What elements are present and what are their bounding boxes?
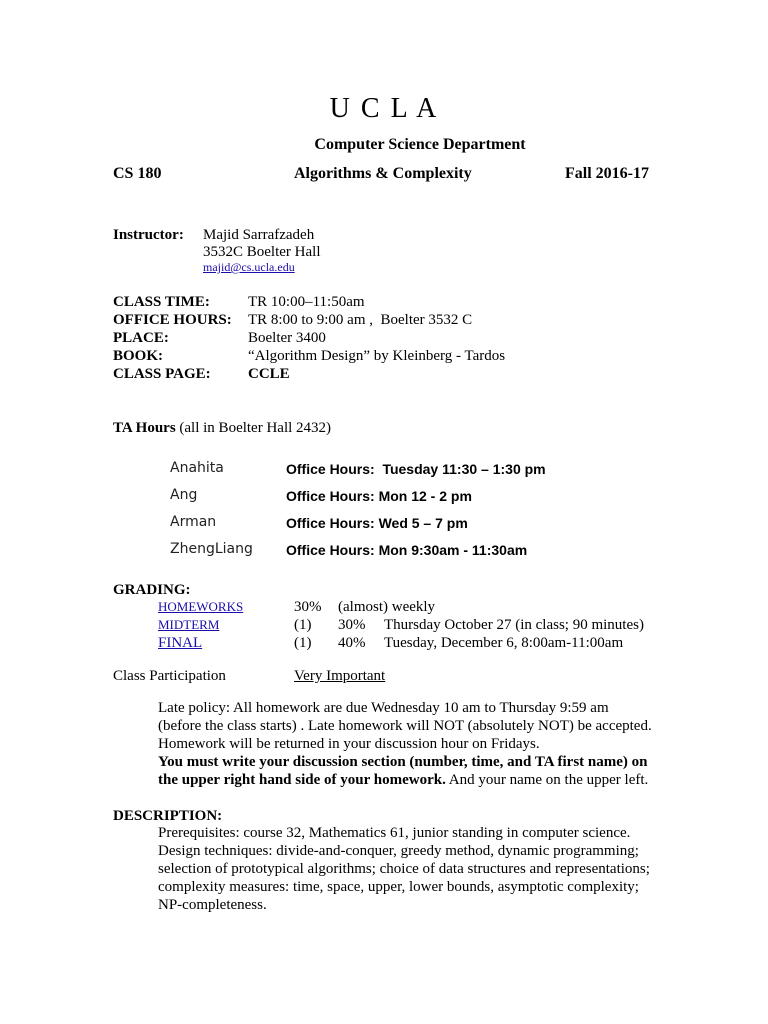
grading-final-link[interactable]: FINAL: [158, 635, 203, 651]
late-policy-line-4: You must write your discussion section (number, time, and TA first name) on: [158, 754, 648, 770]
university-title: U C L A: [329, 93, 439, 124]
office-hours-value: TR 8:00 to 9:00 am , Boelter 3532 C: [248, 312, 473, 328]
grading-midterm-count: (1): [294, 617, 312, 633]
description-line-3: selection of prototypical algorithms; choice of data structures and representations;: [158, 861, 650, 877]
ta-hours-label: TA Hours: [113, 420, 176, 436]
late-policy-line-3: Homework will be returned in your discussion hour on Fridays.: [158, 736, 540, 752]
ta-hours-zhengliang: Office Hours: Mon 9:30am - 11:30am: [286, 542, 528, 558]
ta-name-zhengliang: ZhengLiang: [170, 541, 253, 557]
course-title: Algorithms & Complexity: [294, 165, 472, 182]
ta-hours-ang: Office Hours: Mon 12 - 2 pm: [286, 488, 472, 504]
late-policy-line-2: (before the class starts) . Late homework will NOT (absolutely NOT) be accepted.: [158, 718, 652, 734]
place-value: Boelter 3400: [248, 330, 326, 346]
description-label: DESCRIPTION:: [113, 808, 223, 824]
participation-value: Very Important: [294, 668, 386, 684]
late-policy-line-5-bold: the upper right hand side of your homework.: [158, 772, 446, 788]
grading-final-percent: 40%: [338, 635, 366, 651]
description-line-5: NP-completeness.: [158, 897, 267, 913]
class-time-label: CLASS TIME:: [113, 294, 210, 310]
ta-name-ang: Ang: [170, 487, 198, 503]
book-label: BOOK:: [113, 348, 164, 364]
grading-label: GRADING:: [113, 582, 191, 598]
grading-homeworks-percent: 30%: [294, 599, 322, 615]
instructor-name: Majid Sarrafzadeh: [203, 227, 315, 243]
description-line-1: Prerequisites: course 32, Mathematics 61, junior standing in computer science.: [158, 825, 631, 841]
grading-midterm-detail: Thursday October 27 (in class; 90 minutes): [384, 617, 644, 633]
grading-homeworks-link[interactable]: HOMEWORKS: [158, 599, 244, 614]
grading-final-detail: Tuesday, December 6, 8:00am-11:00am: [384, 635, 624, 651]
ta-hours-note: (all in Boelter Hall 2432): [179, 420, 332, 436]
ta-hours-heading: [113, 419, 331, 437]
instructor-label: Instructor:: [113, 227, 184, 243]
department-title: Computer Science Department: [314, 136, 526, 153]
ta-hours-arman: Office Hours: Wed 5 – 7 pm: [286, 515, 468, 531]
grading-final-count: (1): [294, 635, 312, 651]
grading-midterm-percent: 30%: [338, 617, 366, 633]
class-page-value: CCLE: [248, 366, 290, 382]
instructor-office: 3532C Boelter Hall: [203, 244, 321, 260]
description-line-2: Design techniques: divide-and-conquer, greedy method, dynamic programming;: [158, 843, 639, 859]
book-value: “Algorithm Design” by Kleinberg - Tardos: [248, 348, 506, 364]
ta-name-anahita: Anahita: [170, 460, 224, 476]
office-hours-label: OFFICE HOURS:: [113, 312, 232, 328]
place-label: PLACE:: [113, 330, 169, 346]
class-time-value: TR 10:00–11:50am: [248, 294, 365, 310]
ta-name-arman: Arman: [170, 514, 217, 530]
participation-label: Class Participation: [113, 668, 226, 684]
late-policy-line-5: [158, 771, 648, 789]
late-policy-line-5-rest: And your name on the upper left.: [445, 772, 649, 788]
ta-hours-anahita: Office Hours: Tuesday 11:30 – 1:30 pm: [286, 461, 546, 477]
course-code: CS 180: [113, 165, 162, 182]
description-line-4: complexity measures: time, space, upper, lower bounds, asymptotic complexity;: [158, 879, 639, 895]
class-page-label: CLASS PAGE:: [113, 366, 211, 382]
instructor-email-link[interactable]: majid@cs.ucla.edu: [203, 260, 295, 274]
grading-midterm-link[interactable]: MIDTERM: [158, 617, 220, 632]
course-term: Fall 2016-17: [565, 165, 649, 182]
grading-homeworks-detail: (almost) weekly: [338, 599, 436, 615]
late-policy-line-1: Late policy: All homework are due Wednesday 10 am to Thursday 9:59 am: [158, 700, 609, 716]
